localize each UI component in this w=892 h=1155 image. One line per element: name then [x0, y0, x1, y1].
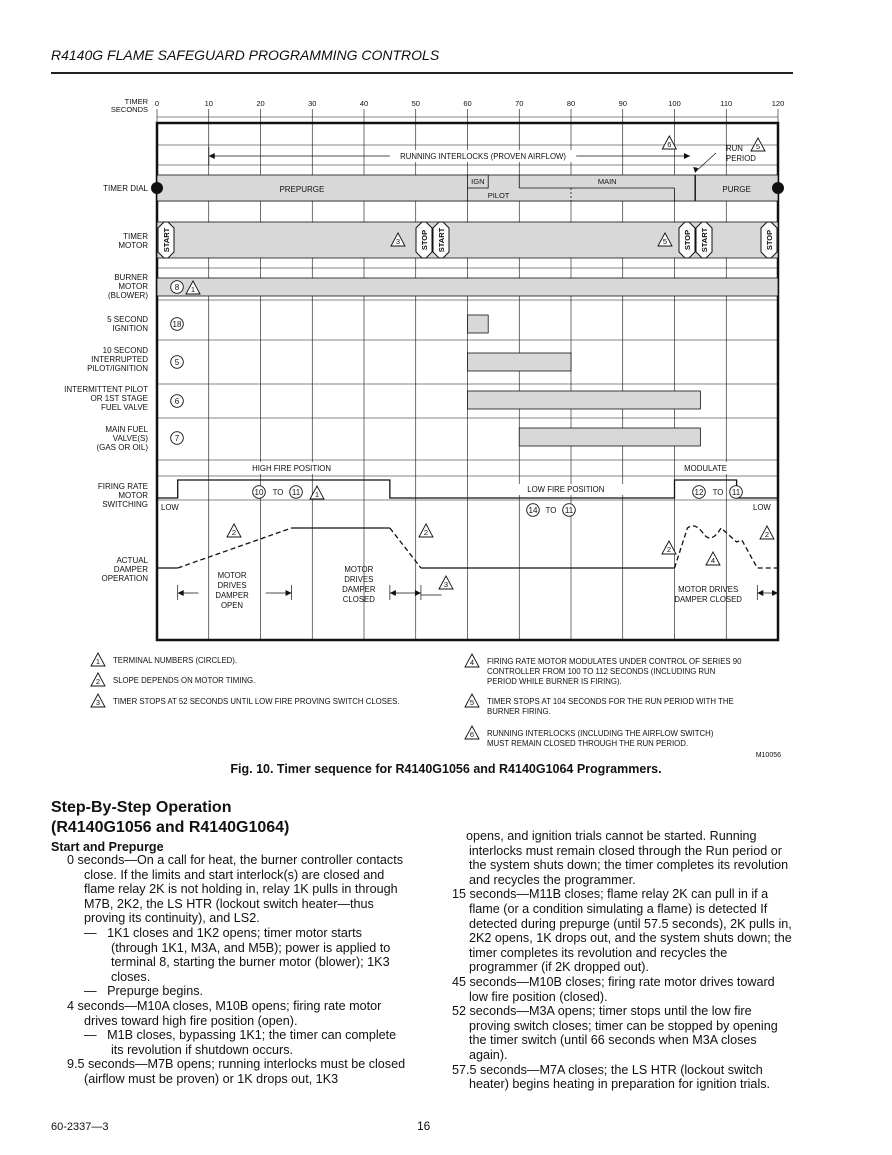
stop-marker-text: STOP — [765, 229, 774, 251]
row-label-burner-motor: MOTOR — [118, 282, 148, 291]
page-number: 16 — [417, 1119, 431, 1133]
row-label-ignition-10: 10 SECOND — [102, 346, 148, 355]
row-label-ignition-10: PILOT/IGNITION — [87, 364, 148, 373]
note-3-text: TIMER STOPS AT 52 SECONDS UNTIL LOW FIRE PROVING SWITCH CLOSES. — [113, 697, 400, 706]
note-number: 5 — [469, 698, 475, 707]
main-fuel-bar — [519, 428, 700, 446]
tick-label: 60 — [463, 99, 472, 108]
to-label: TO — [712, 488, 724, 497]
row-label-main-fuel: (GAS OR OIL) — [96, 443, 148, 452]
tick-label: 20 — [256, 99, 265, 108]
row-label-timer-dial: TIMER DIAL — [103, 184, 148, 193]
note-4-text: FIRING RATE MOTOR MODULATES UNDER CONTROL OF SERIES 90 — [487, 657, 742, 666]
terminal-number: 5 — [174, 357, 180, 367]
note-number: 5 — [662, 237, 668, 246]
note-5-text: BURNER FIRING. — [487, 707, 551, 716]
tick-label: 10 — [204, 99, 213, 108]
tick-label: 30 — [308, 99, 317, 108]
running-interlocks-label: RUNNING INTERLOCKS (PROVEN AIRFLOW) — [400, 152, 566, 161]
tick-label: 120 — [771, 99, 785, 108]
terminal-number: 10 — [254, 487, 264, 497]
note-number: 1 — [190, 285, 196, 294]
tick-label: 0 — [154, 99, 160, 108]
subsection-title: Start and Prepurge — [51, 840, 164, 854]
row-label-damper: OPERATION — [101, 574, 148, 583]
motor-drives-open-label: DRIVES — [217, 581, 247, 590]
tick-label: 90 — [618, 99, 627, 108]
row-label-ignition-5: 5 SECOND — [107, 315, 148, 324]
stop-marker-text: STOP — [420, 229, 429, 251]
motor-drives-closed-label: CLOSED — [342, 595, 375, 604]
run-period-label: PERIOD — [726, 154, 756, 163]
note-number: 6 — [667, 140, 672, 149]
note-number: 2 — [95, 677, 101, 686]
motor-drives-closed-label: DRIVES — [344, 575, 374, 584]
paragraph: 45 seconds—M10B closes; firing rate motor drives toward low fire position (closed). — [452, 974, 775, 1004]
motor-drives-damper-closed-label: DAMPER CLOSED — [674, 595, 742, 604]
paragraph: 4 seconds—M10A closes, M10B opens; firing rate motor drives toward high fire position (open). — [67, 998, 382, 1028]
note-number: 1 — [314, 490, 320, 499]
row-label-timer-motor: MOTOR — [118, 241, 148, 250]
dial-ign: IGN — [471, 177, 485, 186]
ignition-5-bar — [468, 315, 489, 333]
dial-dot — [151, 182, 163, 194]
dial-pilot: PILOT — [487, 191, 510, 200]
to-label: TO — [545, 506, 557, 515]
high-fire-label: HIGH FIRE POSITION — [252, 464, 331, 473]
figure-code: M10056 — [755, 752, 781, 759]
dial-dot — [772, 182, 784, 194]
note-number: 2 — [666, 545, 672, 554]
note-2-text: SLOPE DEPENDS ON MOTOR TIMING. — [113, 676, 256, 685]
to-label: TO — [272, 488, 284, 497]
row-label-main-fuel: VALVE(S) — [112, 434, 148, 443]
tick-label: 80 — [566, 99, 576, 108]
note-number: 6 — [469, 730, 475, 739]
figure-caption: Fig. 10. Timer sequence for R4140G1056 and R4140G1064 Programmers. — [230, 762, 662, 776]
row-label-damper: ACTUAL — [116, 556, 148, 565]
terminal-number: 11 — [291, 487, 301, 497]
run-period-label: RUN — [726, 144, 743, 153]
low-label: LOW — [161, 503, 179, 512]
note-number: 4 — [469, 658, 475, 667]
paragraph: — M1B closes, bypassing 1K1; the timer can complete its revolution if shutdown occurs. — [84, 1028, 397, 1057]
row-label-main-fuel: MAIN FUEL — [105, 425, 148, 434]
tick-label: 100 — [668, 99, 681, 108]
dial-main: MAIN — [597, 177, 617, 186]
row-label-timer-motor: TIMER — [123, 232, 148, 241]
paragraph: — 1K1 closes and 1K2 opens; timer motor starts (through 1K1, M3A, and M5B); power is applied to terminal 8, starting the burner motor (blower); 1K3 closes. — [84, 925, 391, 984]
modulate-label: MODULATE — [684, 464, 727, 473]
page-header-title: R4140G FLAME SAFEGUARD PROGRAMMING CONTROLS — [51, 47, 440, 63]
start-marker-text: START — [437, 227, 446, 253]
right-column-text — [452, 829, 794, 1092]
tick-label: 50 — [411, 99, 420, 108]
note-number: 5 — [755, 142, 761, 151]
paragraph: opens, and ignition trials cannot be started. Running interlocks must remain closed through the Run period or the system shuts down; the timer completes its revolution and recycles the programmer. — [452, 829, 789, 887]
note-number: 2 — [423, 528, 429, 537]
timer-seconds-label: SECONDS — [110, 105, 148, 114]
note-4-text: CONTROLLER FROM 100 TO 112 SECONDS (INCLUDING RUN — [487, 667, 716, 676]
ignition-10-bar — [468, 353, 572, 371]
paragraph: 57.5 seconds—M7A closes; the LS HTR (lockout switch heater) begins heating in preparation for ignition trials. — [452, 1062, 771, 1092]
paragraph: — Prepurge begins. — [84, 984, 204, 999]
paragraph: 9.5 seconds—M7B opens; running interlocks must be closed (airflow must be proven) or 1K drops out, 1K3 — [67, 1057, 406, 1086]
motor-drives-open-label: OPEN — [220, 601, 244, 610]
terminal-number: 14 — [528, 505, 538, 515]
row-label-burner-motor: BURNER — [114, 273, 148, 282]
row-label-burner-motor: (BLOWER) — [108, 291, 148, 300]
note-4-text: PERIOD WHILE BURNER IS FIRING). — [487, 677, 622, 686]
terminal-number: 12 — [694, 487, 704, 497]
stop-marker-text: STOP — [683, 229, 692, 251]
dial-purge: PURGE — [722, 185, 751, 194]
tick-label: 110 — [720, 99, 733, 108]
start-marker-text: START — [700, 227, 709, 253]
row-label-pilot-valve: OR 1ST STAGE — [90, 394, 148, 403]
note-6-text: MUST REMAIN CLOSED THROUGH THE RUN PERIOD. — [487, 739, 689, 748]
note-number: 2 — [231, 528, 237, 537]
motor-drives-open-label: DAMPER — [215, 591, 249, 600]
motor-drives-damper-closed-label: MOTOR DRIVES — [678, 585, 739, 594]
tick-label: 40 — [359, 99, 369, 108]
start-marker-text: START — [162, 227, 171, 253]
terminal-number: 7 — [174, 433, 180, 443]
document-number: 60-2337—3 — [51, 1121, 109, 1133]
row-label-firing-rate: FIRING RATE — [97, 482, 148, 491]
paragraph: 52 seconds—M3A opens; timer stops until the low fire proving switch closes; timer can be stopped by opening the timer switch (until 66 seconds when M3A closes again). — [452, 1004, 778, 1062]
pilot-valve-bar — [468, 391, 701, 409]
terminal-number: 18 — [172, 319, 182, 329]
low-fire-label: LOW FIRE POSITION — [527, 485, 605, 494]
paragraph: 0 seconds—On a call for heat, the burner controller contacts close. If the limits and start interlock(s) are closed and flame relay 2K is not holding in, relay 1K pulls in through M7B, 2K2, the LS HTR (lockout switch heater—thus proving its continuity), and LS2. — [67, 853, 404, 926]
note-1-text: TERMINAL NUMBERS (CIRCLED). — [113, 656, 238, 665]
row-label-pilot-valve: INTERMITTENT PILOT — [64, 385, 148, 394]
note-6-text: RUNNING INTERLOCKS (INCLUDING THE AIRFLOW SWITCH) — [487, 729, 714, 738]
timer-seconds-label: TIMER — [124, 97, 148, 106]
note-number: 2 — [764, 530, 770, 539]
note-number: 1 — [95, 657, 101, 666]
note-number: 3 — [443, 580, 449, 589]
terminal-number: 6 — [174, 396, 180, 406]
note-number: 3 — [95, 698, 101, 707]
note-5-text: TIMER STOPS AT 104 SECONDS FOR THE RUN PERIOD WITH THE — [487, 697, 734, 706]
low-label: LOW — [753, 503, 771, 512]
row-label-ignition-5: IGNITION — [112, 324, 148, 333]
section-title-models: (R4140G1056 and R4140G1064) — [51, 819, 290, 836]
note-number: 3 — [395, 237, 401, 246]
left-column-text — [67, 853, 407, 1087]
motor-drives-open-label: MOTOR — [217, 571, 247, 580]
terminal-number: 11 — [564, 505, 574, 515]
motor-drives-closed-label: MOTOR — [344, 565, 374, 574]
row-label-pilot-valve: FUEL VALVE — [101, 403, 148, 412]
dial-prepurge: PREPURGE — [279, 185, 325, 194]
row-label-firing-rate: MOTOR — [118, 491, 148, 500]
row-label-ignition-10: INTERRUPTED — [91, 355, 148, 364]
tick-label: 70 — [515, 99, 524, 108]
row-label-firing-rate: SWITCHING — [102, 500, 148, 509]
section-title: Step-By-Step Operation — [51, 799, 232, 816]
terminal-number: 11 — [731, 487, 741, 497]
row-label-damper: DAMPER — [113, 565, 148, 574]
motor-drives-closed-label: DAMPER — [342, 585, 376, 594]
burner-motor-bar — [157, 278, 778, 296]
note-number: 4 — [710, 556, 716, 565]
paragraph: 15 seconds—M11B closes; flame relay 2K can pull in if a flame (or a condition simulating a flame) is detected If detected during prepurge (until 57.5 seconds), 2K pulls in, 2K2 opens, 1K drops out, and the system shuts down; the timer completes its revolution and recycles the programmer (if 2K dropped out). — [452, 887, 792, 975]
terminal-number: 8 — [174, 282, 180, 292]
